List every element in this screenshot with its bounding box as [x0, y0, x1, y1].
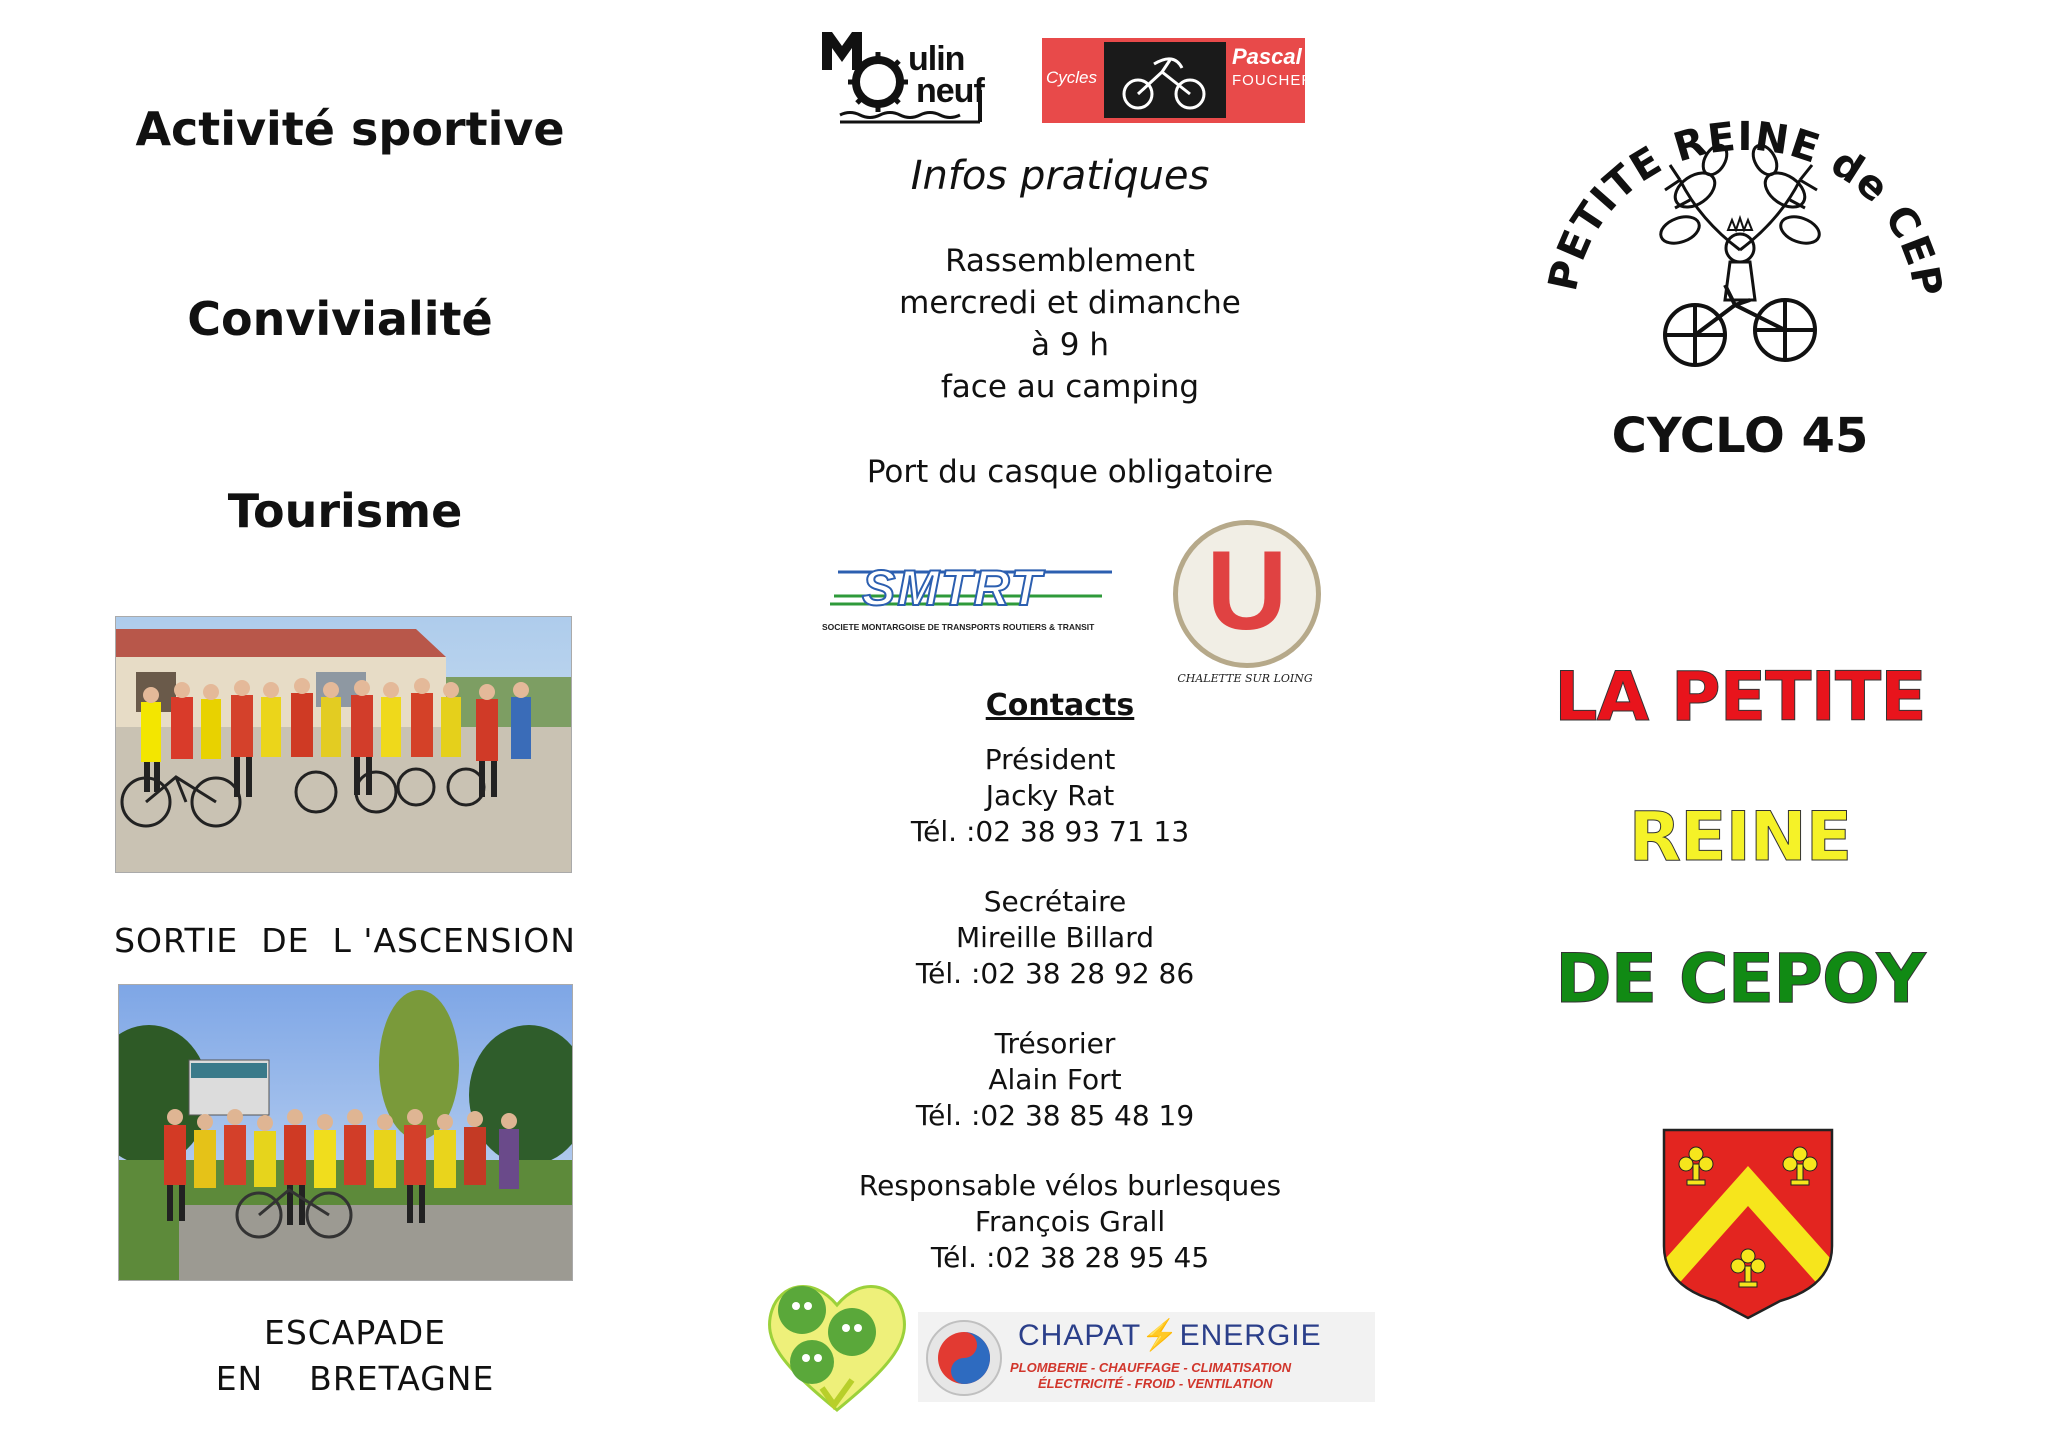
contact-secretaire	[850, 884, 1260, 992]
energie-word: ENERGIE	[1179, 1319, 1322, 1352]
infos-line-1: Rassemblement	[945, 243, 1195, 279]
smtrt-name: SMTRT	[862, 560, 1044, 616]
slogan-tourisme: Tourisme	[227, 484, 463, 538]
title-line-2: REINE	[1628, 798, 1852, 877]
infos-line-4: face au camping	[940, 369, 1200, 405]
super-u-letter: U	[1206, 528, 1288, 653]
contact-velos-role: Responsable vélos burlesques	[858, 1169, 1282, 1202]
cycles-name2: FOUCHER	[1232, 72, 1314, 89]
slogan-activite: Activité sportive	[135, 102, 565, 156]
chapat-name	[1018, 1318, 1322, 1353]
cycles-foucher-logo	[1042, 38, 1314, 123]
yin-yang-icon	[928, 1322, 1000, 1394]
cycles-label: Cycles	[1046, 68, 1098, 87]
moulin-text-1: ulin	[908, 40, 965, 78]
moulin-text-2: neuf	[916, 72, 984, 110]
contact-president-phone: Tél. :02 38 93 71 13	[910, 815, 1190, 848]
contact-tresorier	[850, 1026, 1260, 1134]
contact-secretaire-role: Secrétaire	[983, 885, 1127, 918]
cyclist-icon	[1104, 42, 1226, 118]
infos-line-2: mercredi et dimanche	[899, 285, 1241, 321]
super-u-logo	[1165, 520, 1325, 690]
club-logo-bottom-text: CYCLO 45	[1611, 408, 1869, 464]
coat-of-arms	[1660, 1126, 1836, 1321]
cycles-emblem	[1104, 42, 1226, 118]
smtrt-subtitle: SOCIETE MONTARGOISE DE TRANSPORTS ROUTIERS & TRANSIT	[822, 622, 1095, 632]
photo-bretagne-image	[119, 985, 573, 1281]
title-line-1: LA PETITE	[1554, 658, 1926, 737]
lightning-icon: ⚡	[1141, 1319, 1180, 1352]
photo-bretagne	[118, 984, 573, 1281]
infos-heading: Infos pratiques	[910, 153, 1210, 199]
super-u-subtitle: CHALETTE SUR LOING	[1177, 672, 1313, 685]
caption-bretagne-line2: EN BRETAGNE	[215, 1359, 495, 1398]
contact-velos-name: François Grall	[974, 1205, 1166, 1238]
chapat-services-1: PLOMBERIE - CHAUFFAGE - CLIMATISATION	[1010, 1360, 1292, 1375]
contact-secretaire-phone: Tél. :02 38 28 92 86	[915, 957, 1195, 990]
super-u-circle	[1173, 520, 1321, 668]
caption-bretagne-line1: ESCAPADE	[263, 1313, 447, 1352]
contact-tresorier-name: Alain Fort	[988, 1063, 1122, 1096]
smtrt-logo	[822, 560, 1122, 640]
helmet-notice: Port du casque obligatoire	[866, 454, 1274, 490]
chapat-emblem	[926, 1320, 1002, 1396]
club-logo-arc-text: PETITE REINE de CEP	[1540, 113, 1950, 301]
pet-heart-logo	[762, 1270, 912, 1420]
shield-icon	[1660, 1126, 1836, 1321]
contacts-heading: Contacts	[985, 688, 1135, 723]
caption-ascension: SORTIE DE L 'ASCENSION	[114, 921, 576, 960]
contact-velos-phone: Tél. :02 38 28 95 45	[930, 1241, 1210, 1274]
photo-ascension-image	[116, 617, 572, 873]
chapat-services-2: ÉLECTRICITÉ - FROID - VENTILATION	[1038, 1376, 1273, 1391]
contact-tresorier-role: Trésorier	[994, 1027, 1116, 1060]
contact-president-name: Jacky Rat	[985, 779, 1115, 812]
infos-block	[820, 240, 1320, 408]
club-logo-graphic	[1530, 80, 1950, 480]
slogan-convivialite: Convivialité	[187, 292, 493, 346]
photo-ascension	[115, 616, 572, 873]
title-line-3: DE CEPOY	[1555, 940, 1925, 1019]
club-logo	[1530, 80, 1950, 480]
heart-animals-icon	[762, 1270, 912, 1420]
svg-text:La PETITE REINE de CEPOY	[1530, 80, 1950, 308]
chapat-energie-logo	[918, 1312, 1375, 1402]
moulin-neuf-logo	[820, 30, 1000, 130]
chapat-word: CHAPAT	[1018, 1319, 1142, 1352]
infos-line-3: à 9 h	[1030, 327, 1110, 363]
contact-velos-burlesques	[840, 1168, 1300, 1276]
caption-bretagne	[110, 1310, 600, 1402]
contact-president	[850, 742, 1250, 850]
contact-president-role: Président	[984, 743, 1116, 776]
cycles-name1: Pascal	[1232, 44, 1302, 69]
contact-secretaire-name: Mireille Billard	[955, 921, 1155, 954]
contact-tresorier-phone: Tél. :02 38 85 48 19	[915, 1099, 1195, 1132]
